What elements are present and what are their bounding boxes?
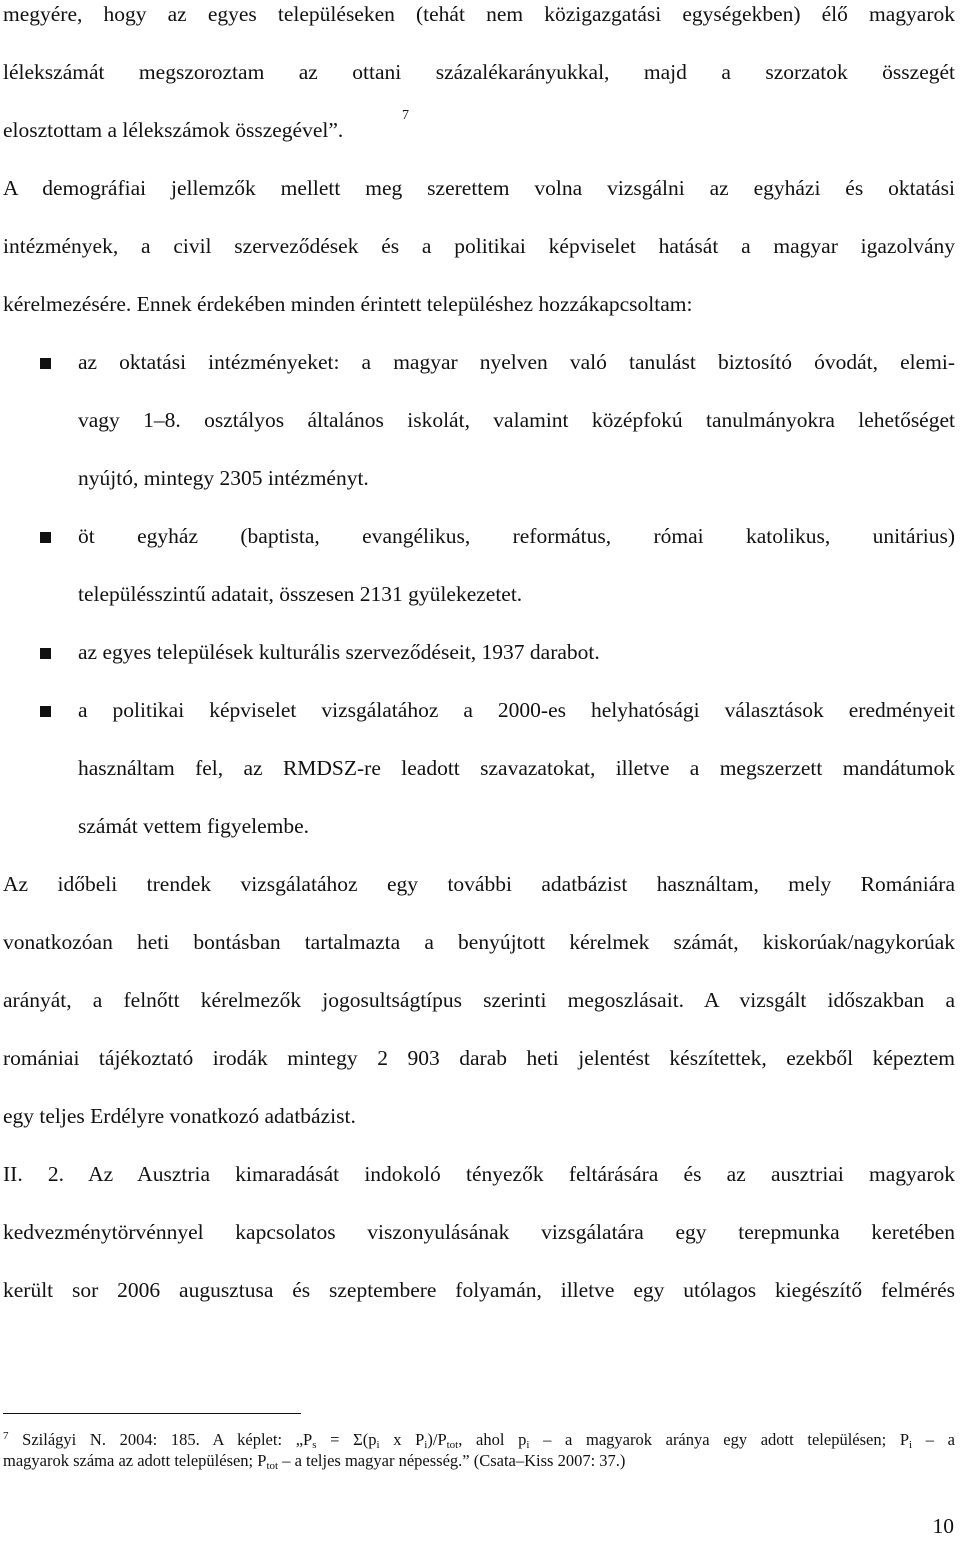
subscript: i [909,1439,913,1451]
subscript: tot [446,1439,459,1451]
list-item-line: nyújtó, mintegy 2305 intézményt. [78,466,369,490]
square-bullet-icon [40,532,51,543]
body-line: egy teljes Erdélyre vonatkozó adatbázist. [3,1104,356,1128]
subscript: i [424,1439,428,1451]
body-line: kedvezménytörvénnyel kapcsolatos viszonyulásának vizsgálatára egy terepmunka keretében [3,1220,955,1244]
body-line: került sor 2006 augusztusa és szeptembere folyamán, illetve egy utólagos kiegészítő felmérés [3,1278,955,1302]
body-line: elosztottam a lélekszámok összegével”. [3,118,344,142]
list-item-line: vagy 1–8. osztályos általános iskolát, valamint középfokú tanulmányokra lehetőséget [78,408,955,432]
footnote-line [3,1451,955,1471]
footnote-text: = Σ(p [316,1430,377,1449]
body-line: megyére, hogy az egyes településeken (tehát nem közigazgatási egységekben) élő magyarok [3,2,955,26]
body-line: vonatkozóan heti bontásban tartalmazta a benyújtott kérelmek számát, kiskorúak/nagykorúak [3,930,955,954]
list-item-line: az oktatási intézményeket: a magyar nyelven való tanulást biztosító óvodát, elemi- [78,350,955,374]
square-bullet-icon [40,358,51,369]
body-line: A demográfiai jellemzők mellett meg szerettem volna vizsgálni az egyházi és oktatási [3,176,955,200]
square-bullet-icon [40,706,51,717]
subscript: i [526,1439,530,1451]
body-line: arányát, a felnőtt kérelmezők jogosultságtípus szerinti megoszlásait. A vizsgált időszakban a [3,988,955,1012]
subscript: s [312,1439,317,1451]
footnote-text: – a teljes magyar népesség.” (Csata–Kiss 2007: 37.) [278,1451,626,1470]
footnote-text: – a magyarok aránya egy adott településen; P [529,1430,910,1449]
footnote-text: Szilágyi N. 2004: 185. A képlet: „P [22,1430,313,1449]
list-item-line: öt egyház (baptista, evangélikus, református, római katolikus, unitárius) [78,524,955,548]
page-number: 10 [932,1514,954,1538]
footnote-text: magyarok száma az adott településen; P [3,1451,267,1470]
footnote-marker: 7 [3,1430,9,1442]
list-item-line: számát vettem figyelembe. [78,814,310,838]
subscript: i [376,1439,380,1451]
footnote-line [3,1430,955,1450]
footnote-text: )/P [427,1430,447,1449]
subscript: tot [266,1460,279,1472]
body-line: romániai tájékoztató irodák mintegy 2 903 darab heti jelentést készítettek, ezekből képeztem [3,1046,955,1070]
footnote-separator [3,1413,301,1414]
body-line: Az időbeli trendek vizsgálatához egy további adatbázist használtam, mely Romániára [3,872,955,896]
footnote-text: , ahol p [458,1430,527,1449]
square-bullet-icon [40,648,51,659]
body-line: kérelmezésére. Ennek érdekében minden érintett településhez hozzákapcsoltam: [3,292,693,316]
footnote-text: x P [379,1430,425,1449]
list-item-line: használtam fel, az RMDSZ-re leadott szavazatokat, illetve a megszerzett mandátumok [78,756,955,780]
section-heading-line: II. 2. Az Ausztria kimaradását indokoló tényezők feltárására és az ausztriai magyarok [3,1162,955,1186]
list-item-line: településszintű adatait, összesen 2131 gyülekezetet. [78,582,523,606]
list-item-line: az egyes települések kulturális szerveződéseit, 1937 darabot. [78,640,600,664]
body-line: lélekszámát megszoroztam az ottani százalékarányukkal, majd a szorzatok összegét [3,60,955,84]
list-item-line: a politikai képviselet vizsgálatához a 2000-es helyhatósági választások eredményeit [78,698,955,722]
footnote-reference[interactable]: 7 [402,108,409,123]
footnote-text: – a [912,1430,955,1449]
body-line: intézmények, a civil szerveződések és a politikai képviselet hatását a magyar igazolvány [3,234,955,258]
